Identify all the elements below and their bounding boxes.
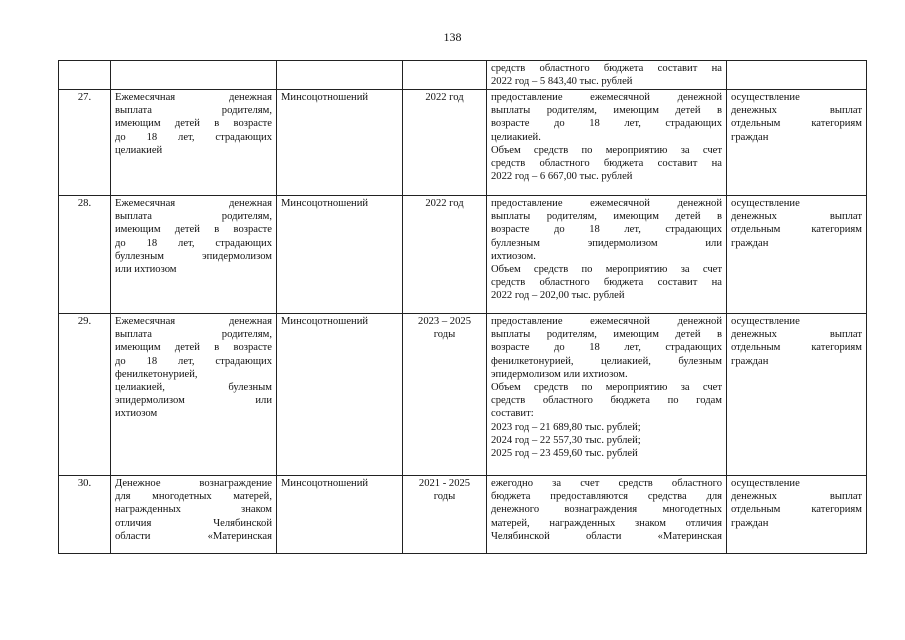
cell-period (403, 314, 487, 476)
cell-line: фенилкетонурией, целиакией, булезным (491, 355, 722, 367)
cell-line: имеющим детей в возрасте (115, 342, 272, 354)
cell-line: выплата родителям, (115, 105, 272, 117)
table-row (59, 196, 867, 314)
cell-line: Ежемесячная денежная (115, 316, 272, 327)
cell-executor: Минсоцотношений (277, 476, 403, 554)
cell-period (403, 61, 487, 90)
cell-line: 2022 год – 202,00 тыс. рублей (491, 290, 625, 302)
cell-line: предоставление ежемесячной денежной (491, 316, 722, 327)
cell-line: Ежемесячная денежная (115, 92, 272, 103)
cell-measure-name (111, 90, 277, 196)
cell-line: Объем средств по мероприятию за счет (491, 144, 722, 156)
cell-number (59, 61, 111, 90)
cell-description (487, 314, 727, 476)
cell-line: целиакией (115, 144, 163, 156)
cell-line: Ежемесячная денежная (115, 198, 272, 209)
cell-line: средств областного бюджета составит на (491, 63, 722, 74)
table-row (59, 61, 867, 90)
cell-line: области «Материнская (115, 530, 272, 542)
cell-line: или ихтиозом (115, 264, 177, 276)
cell-number: 30. (59, 476, 111, 554)
cell-line: денежных выплат (731, 211, 862, 223)
cell-executor: Минсоцотношений (277, 90, 403, 196)
cell-period (403, 476, 487, 554)
cell-executor: Минсоцотношений (277, 196, 403, 314)
cell-description (487, 61, 727, 90)
cell-line: средств областного бюджета по годам (491, 395, 722, 407)
cell-line: осуществление (731, 92, 800, 103)
cell-line: 2022 год (425, 92, 464, 103)
cell-line: отличия Челябинской (115, 517, 272, 529)
cell-line: до 18 лет, страдающих (115, 131, 272, 143)
cell-measure-name (111, 196, 277, 314)
cell-line: Челябинской области «Материнская (491, 530, 722, 542)
cell-executor (277, 61, 403, 90)
cell-line: выплата родителям, (115, 329, 272, 341)
cell-line: имеющим детей в возрасте (115, 118, 272, 130)
cell-line: предоставление ежемесячной денежной (491, 198, 722, 209)
page-number: 138 (443, 30, 462, 44)
cell-result (727, 314, 867, 476)
cell-line: до 18 лет, страдающих (115, 355, 272, 367)
cell-measure-name (111, 314, 277, 476)
cell-line: денежных выплат (731, 105, 862, 117)
cell-line: ихтиозом. (491, 250, 536, 262)
cell-description (487, 196, 727, 314)
cell-line: денежного вознаграждения многодетных (491, 504, 722, 516)
cell-line: имеющим детей в возрасте (115, 224, 272, 236)
cell-line: 2022 год – 5 843,40 тыс. рублей (491, 76, 633, 88)
cell-line: средств областного бюджета составит на (491, 158, 722, 170)
cell-line: 2022 год (425, 198, 464, 209)
cell-period (403, 196, 487, 314)
cell-line: бюджета предоставляются средства для (491, 491, 722, 503)
cell-line: выплаты родителям, имеющим детей в (491, 105, 722, 117)
cell-line: эпидермолизом или (115, 395, 272, 407)
cell-line: ихтиозом (115, 408, 158, 420)
cell-line: отдельным категориям (731, 342, 862, 354)
cell-line: 2023 – 2025 (418, 316, 471, 327)
cell-line: Денежное вознаграждение (115, 478, 272, 489)
cell-line: отдельным категориям (731, 504, 862, 516)
cell-line: годы (433, 329, 456, 341)
cell-line: Объем средств по мероприятию за счет (491, 264, 722, 276)
cell-line: эпидермолизом или ихтиозом. (491, 368, 628, 380)
cell-line: выплаты родителям, имеющим детей в (491, 329, 722, 341)
cell-line: граждан (731, 355, 769, 367)
cell-line: возрасте до 18 лет, страдающих (491, 118, 722, 130)
cell-line: 2023 год – 21 689,80 тыс. рублей; (491, 421, 641, 433)
table-row (59, 90, 867, 196)
cell-line: 2022 год – 6 667,00 тыс. рублей (491, 171, 633, 183)
cell-line: предоставление ежемесячной денежной (491, 92, 722, 103)
cell-period (403, 90, 487, 196)
cell-number: 27. (59, 90, 111, 196)
cell-line: 2025 год – 23 459,60 тыс. рублей (491, 448, 638, 460)
cell-line: 2024 год – 22 557,30 тыс. рублей; (491, 434, 641, 446)
cell-result (727, 61, 867, 90)
cell-line: выплаты родителям, имеющим детей в (491, 211, 722, 223)
cell-number: 29. (59, 314, 111, 476)
cell-description (487, 90, 727, 196)
cell-line: ежегодно за счет средств областного (491, 478, 722, 489)
cell-line: отдельным категориям (731, 224, 862, 236)
cell-line: годы (433, 491, 456, 503)
cell-line: фенилкетонурией, (115, 368, 198, 380)
cell-line: граждан (731, 517, 769, 529)
cell-line: целиакией. (491, 131, 541, 143)
cell-line: составит: (491, 408, 534, 420)
cell-line: отдельным категориям (731, 118, 862, 130)
cell-line: возрасте до 18 лет, страдающих (491, 342, 722, 354)
cell-line: целиакией, булезным (115, 382, 272, 394)
cell-line: награжденных знаком (115, 504, 272, 516)
measures-table (58, 60, 867, 554)
cell-number: 28. (59, 196, 111, 314)
cell-line: осуществление (731, 478, 800, 489)
cell-line: граждан (731, 237, 769, 249)
cell-line: Объем средств по мероприятию за счет (491, 382, 722, 394)
cell-result (727, 476, 867, 554)
cell-line: для многодетных матерей, (115, 491, 272, 503)
cell-line: возрасте до 18 лет, страдающих (491, 224, 722, 236)
cell-result (727, 90, 867, 196)
cell-line: денежных выплат (731, 329, 862, 341)
cell-line: выплата родителям, (115, 211, 272, 223)
cell-line: осуществление (731, 316, 800, 327)
cell-line: средств областного бюджета составит на (491, 277, 722, 289)
cell-result (727, 196, 867, 314)
cell-line: осуществление (731, 198, 800, 209)
cell-line: буллезным эпидермолизом или (491, 237, 722, 249)
table-row (59, 314, 867, 476)
cell-executor: Минсоцотношений (277, 314, 403, 476)
cell-line: буллезным эпидермолизом (115, 250, 272, 262)
table-row (59, 476, 867, 554)
cell-line: матерей, награжденных знаком отличия (491, 517, 722, 529)
cell-line: граждан (731, 131, 769, 143)
cell-line: до 18 лет, страдающих (115, 237, 272, 249)
cell-line: денежных выплат (731, 491, 862, 503)
cell-measure-name (111, 61, 277, 90)
cell-line: 2021 - 2025 (418, 478, 471, 489)
cell-description (487, 476, 727, 554)
cell-measure-name (111, 476, 277, 554)
